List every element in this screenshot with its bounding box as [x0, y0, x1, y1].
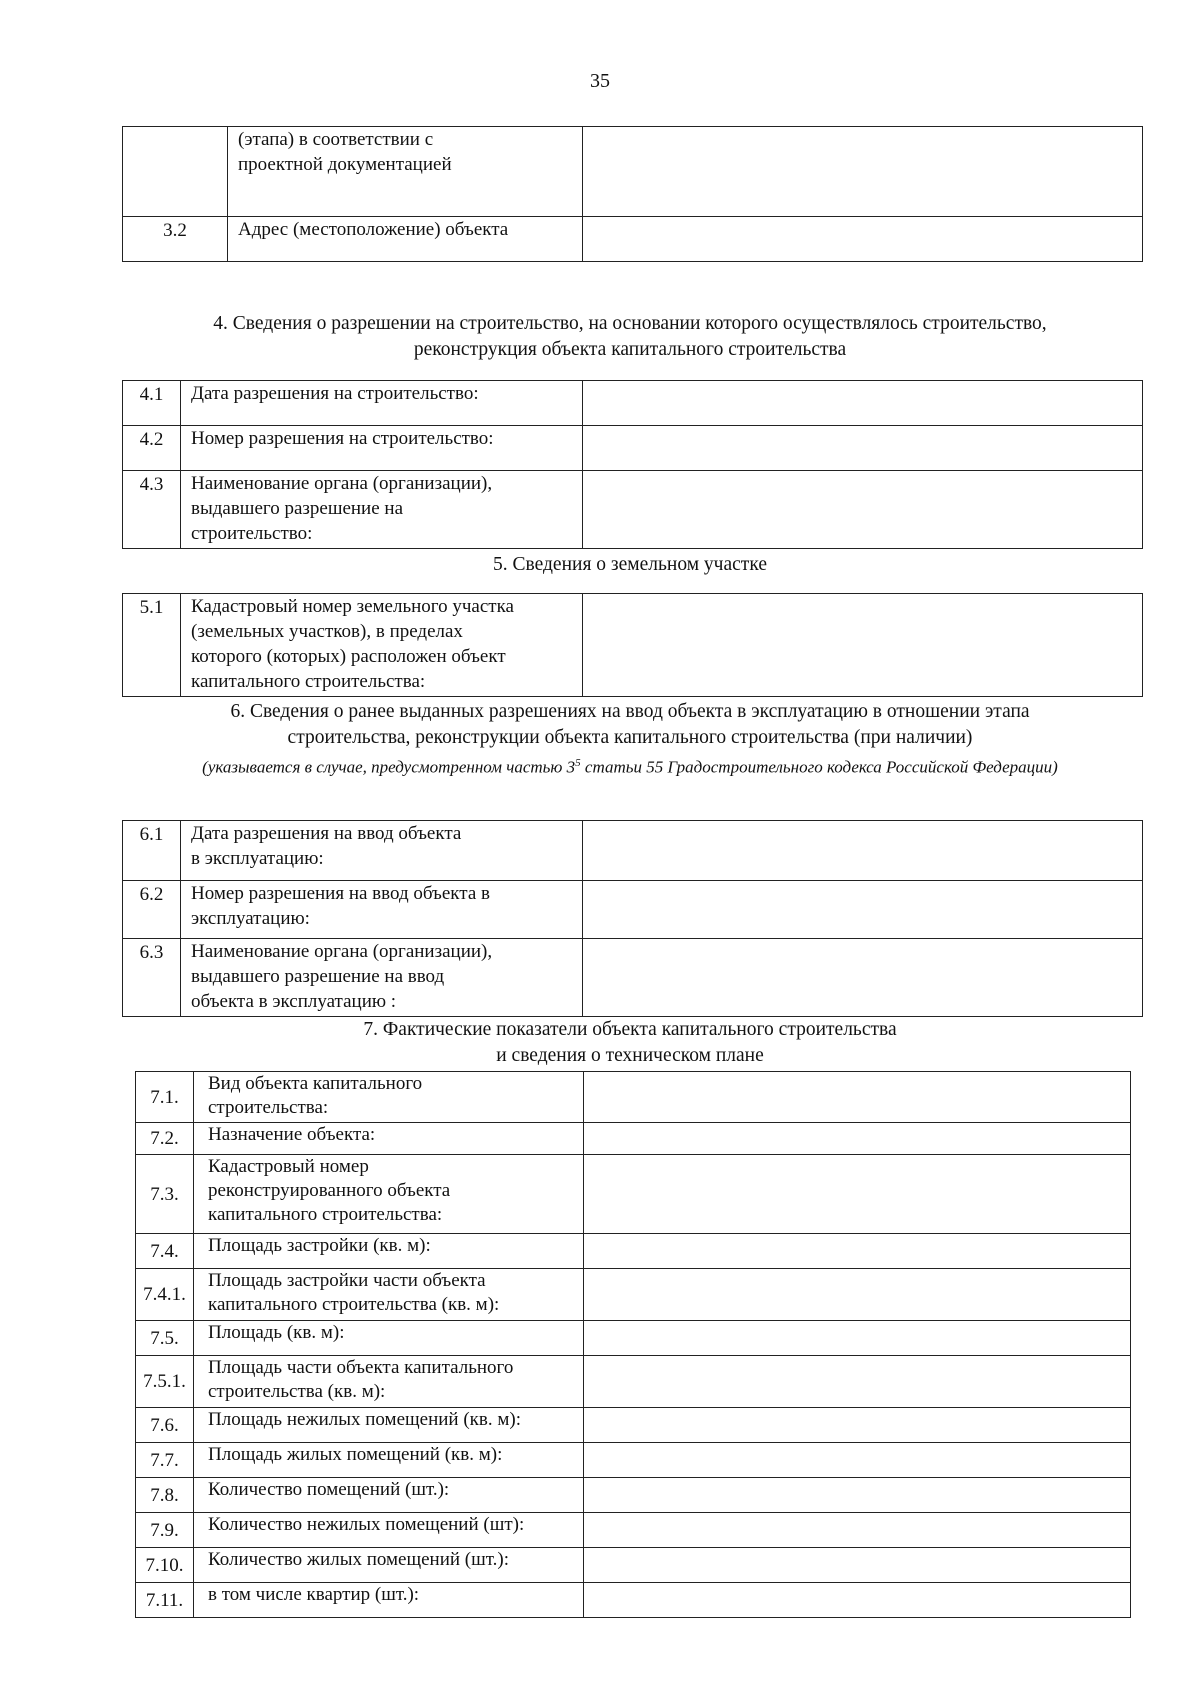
row-number: 7.6. — [136, 1408, 194, 1443]
value-cell[interactable] — [584, 1548, 1131, 1583]
value-cell[interactable] — [584, 1513, 1131, 1548]
row-label: Вид объекта капитального строительства: — [194, 1072, 584, 1123]
row-number: 7.5. — [136, 1321, 194, 1356]
row-number: 6.3 — [123, 939, 181, 1017]
row-label: Дата разрешения на строительство: — [181, 381, 583, 426]
row-number: 3.2 — [123, 217, 228, 262]
row-number: 7.9. — [136, 1513, 194, 1548]
table-row — [136, 1548, 1131, 1583]
table-row — [123, 217, 1143, 262]
section-5-heading: 5. Сведения о земельном участке — [493, 554, 767, 575]
table-row — [136, 1443, 1131, 1478]
table-row — [123, 881, 1143, 939]
row-label: Площадь (кв. м): — [194, 1321, 584, 1356]
row-label: Площадь застройки (кв. м): — [194, 1234, 584, 1269]
table-row — [136, 1583, 1131, 1618]
row-label: Назначение объекта: — [194, 1123, 584, 1155]
value-cell[interactable] — [584, 1321, 1131, 1356]
row-label: Кадастровый номер земельного участка (земельных участков), в пределах которого (которых) расположен объект капитального строительства: — [181, 594, 583, 697]
row-number: 7.8. — [136, 1478, 194, 1513]
row-number: 7.4.1. — [136, 1269, 194, 1321]
row-label: Номер разрешения на строительство: — [181, 426, 583, 471]
value-cell[interactable] — [584, 1356, 1131, 1408]
row-number — [123, 127, 228, 217]
section-7-heading: 7. Фактические показатели объекта капитального строительства и сведения о техническом плане — [363, 1019, 897, 1066]
table-section-5 — [122, 593, 1143, 697]
value-cell[interactable] — [584, 1123, 1131, 1155]
row-number: 7.10. — [136, 1548, 194, 1583]
row-label: Количество помещений (шт.): — [194, 1478, 584, 1513]
row-label: Площадь нежилых помещений (кв. м): — [194, 1408, 584, 1443]
value-cell[interactable] — [584, 1583, 1131, 1618]
row-number: 6.1 — [123, 821, 181, 881]
table-row — [136, 1269, 1131, 1321]
table-row — [136, 1478, 1131, 1513]
row-number: 7.1. — [136, 1072, 194, 1123]
page-number: 35 — [590, 70, 610, 92]
table-row — [123, 127, 1143, 217]
table-row — [136, 1234, 1131, 1269]
row-label: Дата разрешения на ввод объекта в эксплуатацию: — [181, 821, 583, 881]
row-number: 7.4. — [136, 1234, 194, 1269]
row-number: 7.5.1. — [136, 1356, 194, 1408]
row-label: Количество жилых помещений (шт.): — [194, 1548, 584, 1583]
row-number: 7.11. — [136, 1583, 194, 1618]
value-cell[interactable] — [584, 1072, 1131, 1123]
table-section-4 — [122, 380, 1143, 549]
row-label: Площадь части объекта капитального строительства (кв. м): — [194, 1356, 584, 1408]
section-6-heading: 6. Сведения о ранее выданных разрешениях на ввод объекта в эксплуатацию в отношении этапа строительства, реконструкции объекта капитального строительства (при наличии) — [230, 701, 1030, 748]
table-section-7 — [135, 1071, 1131, 1618]
table-row — [123, 594, 1143, 697]
table-row — [136, 1321, 1131, 1356]
value-cell[interactable] — [583, 594, 1143, 697]
row-number: 7.2. — [136, 1123, 194, 1155]
row-label: Кадастровый номер реконструированного объекта капитального строительства: — [194, 1155, 584, 1234]
table-row — [136, 1072, 1131, 1123]
row-label: Номер разрешения на ввод объекта в эксплуатацию: — [181, 881, 583, 939]
row-number: 5.1 — [123, 594, 181, 697]
table-row — [136, 1155, 1131, 1234]
row-number: 4.3 — [123, 471, 181, 549]
section-6-note: (указывается в случае, предусмотренном частью $3^5$ статьи 55 Градостроительного кодекса Российской Федерации) — [202, 757, 1058, 777]
value-cell[interactable] — [583, 471, 1143, 549]
row-label: Наименование органа (организации), выдавшего разрешение на строительство: — [181, 471, 583, 549]
section-4-heading: 4. Сведения о разрешении на строительство, на основании которого осуществлялось строительство, реконструкция объекта капитального строительства — [213, 313, 1047, 360]
table-row — [123, 939, 1143, 1017]
table-row — [123, 381, 1143, 426]
row-number: 4.1 — [123, 381, 181, 426]
value-cell[interactable] — [583, 426, 1143, 471]
row-number: 7.7. — [136, 1443, 194, 1478]
table-row — [123, 471, 1143, 549]
value-cell[interactable] — [583, 939, 1143, 1017]
table-row — [123, 426, 1143, 471]
row-number: 6.2 — [123, 881, 181, 939]
table-section-3 — [122, 126, 1143, 262]
table-row — [136, 1513, 1131, 1548]
row-label: (этапа) в соответствии с проектной документацией — [228, 127, 583, 217]
row-label: Адрес (местоположение) объекта — [228, 217, 583, 262]
value-cell[interactable] — [584, 1443, 1131, 1478]
table-section-6 — [122, 820, 1143, 1017]
value-cell[interactable] — [583, 821, 1143, 881]
value-cell[interactable] — [584, 1234, 1131, 1269]
row-number: 7.3. — [136, 1155, 194, 1234]
value-cell[interactable] — [583, 881, 1143, 939]
value-cell[interactable] — [583, 381, 1143, 426]
value-cell[interactable] — [584, 1478, 1131, 1513]
row-label: Площадь жилых помещений (кв. м): — [194, 1443, 584, 1478]
table-row — [136, 1123, 1131, 1155]
table-row — [123, 821, 1143, 881]
row-label: Количество нежилых помещений (шт): — [194, 1513, 584, 1548]
row-number: 4.2 — [123, 426, 181, 471]
row-label: в том числе квартир (шт.): — [194, 1583, 584, 1618]
value-cell[interactable] — [583, 217, 1143, 262]
value-cell[interactable] — [584, 1155, 1131, 1234]
value-cell[interactable] — [583, 127, 1143, 217]
value-cell[interactable] — [584, 1269, 1131, 1321]
table-row — [136, 1408, 1131, 1443]
row-label: Площадь застройки части объекта капитального строительства (кв. м): — [194, 1269, 584, 1321]
value-cell[interactable] — [584, 1408, 1131, 1443]
row-label: Наименование органа (организации), выдавшего разрешение на ввод объекта в эксплуатацию : — [181, 939, 583, 1017]
table-row — [136, 1356, 1131, 1408]
